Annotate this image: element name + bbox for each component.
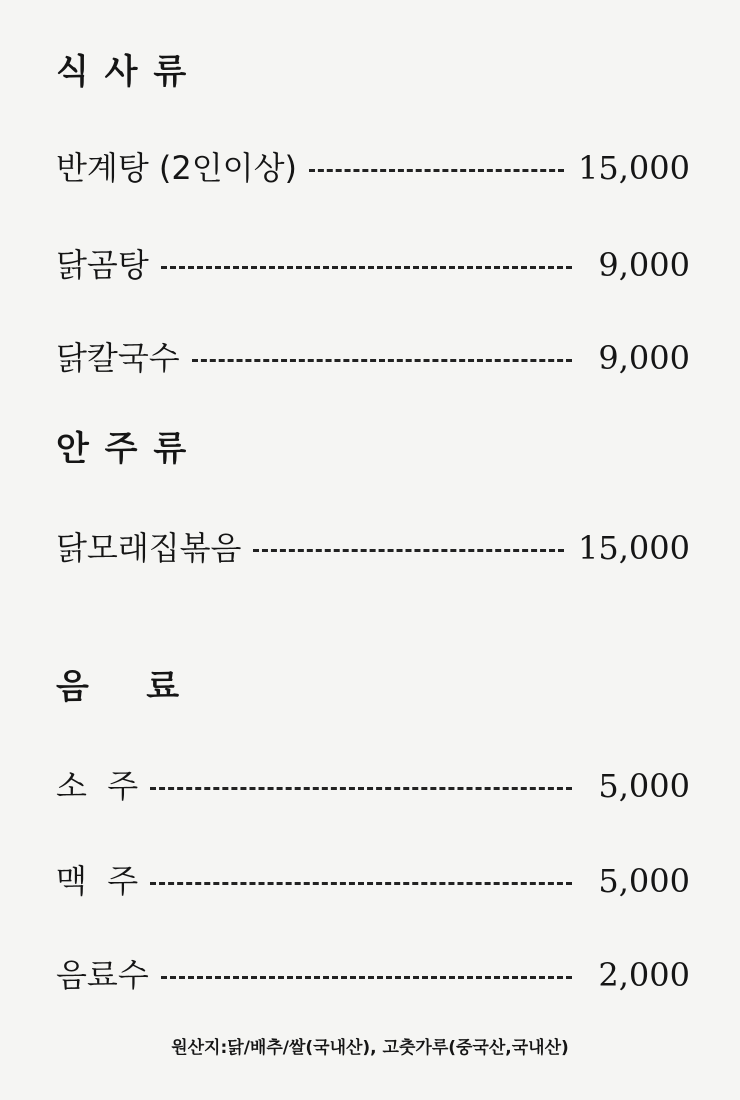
dotted-leader: [253, 549, 564, 552]
item-price: 15,000: [578, 149, 690, 187]
dotted-leader: [150, 787, 572, 790]
dotted-leader: [161, 266, 572, 269]
dotted-leader: [161, 976, 572, 979]
menu-item-soju: [56, 764, 690, 808]
menu-item-soft-drink: [56, 953, 690, 997]
dotted-leader: [309, 169, 564, 172]
item-price: 5,000: [598, 862, 690, 900]
section-heading-side-dishes: 안 주 류: [56, 429, 189, 469]
menu-item-gizzard-stirfry: [56, 526, 690, 570]
item-name: 닭칼국수: [56, 339, 180, 377]
item-name: 음료수: [56, 956, 149, 994]
item-name: 반계탕 (2인이상): [56, 149, 297, 187]
item-price: 2,000: [598, 956, 690, 994]
section-heading-drinks: 음 료: [56, 667, 182, 707]
item-name: 닭모래집볶음: [56, 529, 242, 567]
section-heading-meals: 식 사 류: [56, 52, 189, 92]
item-price: 9,000: [598, 339, 690, 377]
menu-item-dakgomtang: [56, 243, 690, 287]
origin-note: 원산지:닭/배추/쌀(국내산), 고춧가루(중국산,국내산): [171, 1038, 569, 1058]
item-name: 소 주: [56, 767, 139, 805]
menu-item-beer: [56, 859, 690, 903]
item-price: 5,000: [598, 767, 690, 805]
item-name: 맥 주: [56, 862, 139, 900]
item-price: 9,000: [598, 246, 690, 284]
dotted-leader: [192, 359, 572, 362]
item-price: 15,000: [578, 529, 690, 567]
item-name: 닭곰탕: [56, 246, 149, 284]
dotted-leader: [150, 882, 572, 885]
menu-item-dakkalguksu: [56, 336, 690, 380]
menu-item-bangyetang: [56, 146, 690, 190]
